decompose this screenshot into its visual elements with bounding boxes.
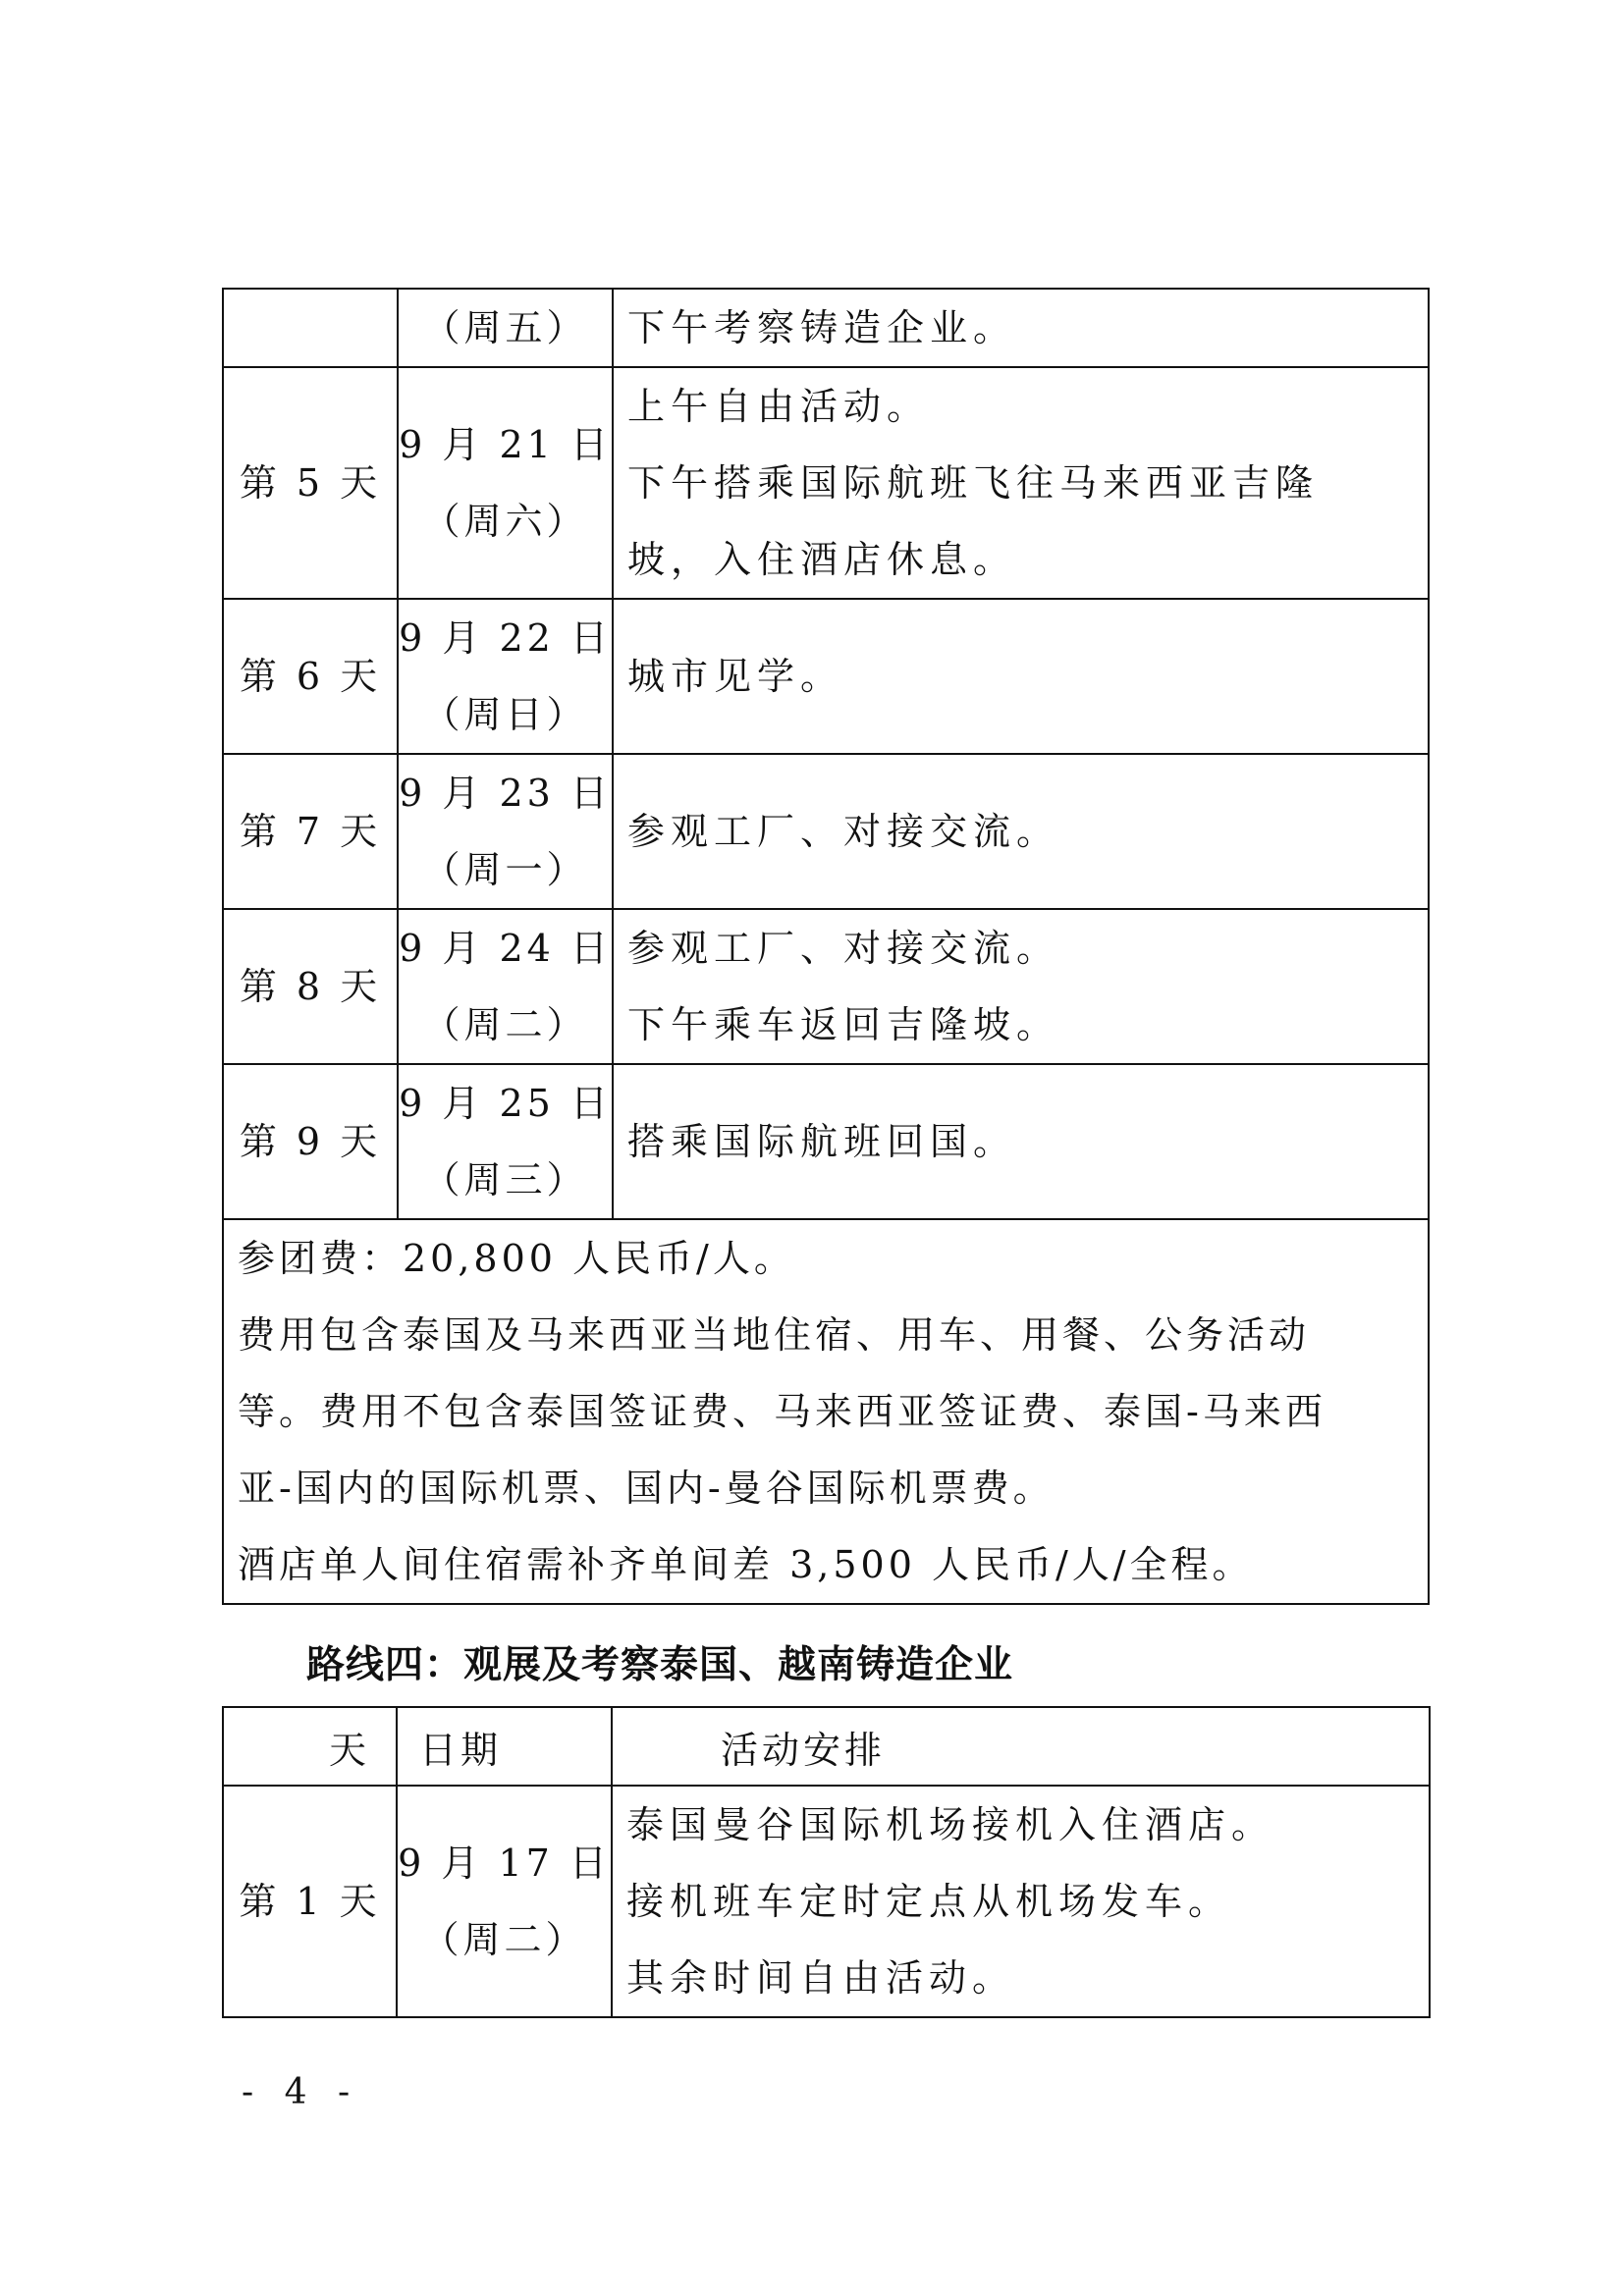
date-cell bbox=[398, 599, 613, 754]
fee-line: 酒店单人间住宿需补齐单间差 3,500 人民币/人/全程。 bbox=[238, 1543, 1254, 1586]
table-row bbox=[223, 754, 1429, 909]
table-row bbox=[223, 909, 1429, 1064]
activity-cell bbox=[613, 909, 1429, 1064]
activity-line: 泰国曼谷国际机场接机入住酒店。 bbox=[626, 1803, 1275, 1846]
weekday-text: （周二） bbox=[421, 1918, 587, 1961]
activity-cell bbox=[613, 367, 1429, 599]
column-header-day: 天 bbox=[223, 1707, 397, 1786]
activity-line: 城市见学。 bbox=[627, 655, 844, 698]
date-text: 9 月 21 日 bbox=[399, 423, 612, 466]
activity-line: 下午考察铸造企业。 bbox=[627, 306, 1017, 349]
activity-line: 搭乘国际航班回国。 bbox=[627, 1120, 1017, 1163]
itinerary-table-continued bbox=[222, 288, 1430, 1605]
fee-row bbox=[223, 1219, 1429, 1604]
date-cell bbox=[398, 367, 613, 599]
page-number: - 4 - bbox=[242, 2072, 360, 2112]
activity-cell bbox=[613, 754, 1429, 909]
fee-line: 费用包含泰国及马来西亚当地住宿、用车、用餐、公务活动 bbox=[238, 1313, 1311, 1357]
column-header-date: 日期 bbox=[397, 1707, 612, 1786]
day-cell: 第 1 天 bbox=[223, 1786, 397, 2017]
day-cell: 第 6 天 bbox=[223, 599, 398, 754]
day-cell: 第 7 天 bbox=[223, 754, 398, 909]
table-row bbox=[223, 1786, 1430, 2017]
date-cell bbox=[398, 909, 613, 1064]
date-text: 9 月 24 日 bbox=[399, 927, 612, 970]
date-text: 9 月 23 日 bbox=[399, 772, 612, 815]
weekday-text: （周三） bbox=[422, 1158, 588, 1201]
activity-line: 坡，入住酒店休息。 bbox=[627, 538, 1017, 581]
activity-cell bbox=[612, 1786, 1430, 2017]
date-text: 9 月 25 日 bbox=[399, 1082, 612, 1125]
activity-line: 下午乘车返回吉隆坡。 bbox=[627, 1003, 1060, 1046]
fee-cell bbox=[223, 1219, 1429, 1604]
date-text: 9 月 17 日 bbox=[398, 1842, 611, 1885]
day-cell: 第 5 天 bbox=[223, 367, 398, 599]
weekday-text: （周六） bbox=[422, 500, 588, 543]
activity-line: 接机班车定时定点从机场发车。 bbox=[626, 1880, 1232, 1923]
activity-line: 上午自由活动。 bbox=[627, 385, 931, 428]
fee-line: 参团费：20,800 人民币/人。 bbox=[238, 1237, 795, 1280]
weekday-text: （周一） bbox=[422, 848, 588, 891]
activity-line: 其余时间自由活动。 bbox=[626, 1956, 1016, 2000]
day-cell: 第 9 天 bbox=[223, 1064, 398, 1219]
table-row bbox=[223, 367, 1429, 599]
table-row bbox=[223, 1064, 1429, 1219]
route-four-itinerary-table bbox=[222, 1706, 1431, 2018]
weekday-text: （周二） bbox=[422, 1003, 588, 1046]
date-cell bbox=[398, 754, 613, 909]
date-cell bbox=[397, 1786, 612, 2017]
column-header-activity: 活动安排 bbox=[612, 1707, 1430, 1786]
date-text: 9 月 22 日 bbox=[399, 616, 612, 660]
day-cell: 第 8 天 bbox=[223, 909, 398, 1064]
fee-line: 等。费用不包含泰国签证费、马来西亚签证费、泰国-马来西 bbox=[238, 1390, 1326, 1433]
table-row bbox=[223, 289, 1429, 367]
activity-cell bbox=[613, 289, 1429, 367]
table-header-row bbox=[223, 1707, 1430, 1786]
day-cell bbox=[223, 289, 398, 367]
route-four-heading: 路线四：观展及考察泰国、越南铸造企业 bbox=[306, 1643, 1014, 1687]
activity-cell bbox=[613, 1064, 1429, 1219]
weekday-text: （周五） bbox=[422, 306, 588, 349]
table-row bbox=[223, 599, 1429, 754]
date-cell bbox=[398, 1064, 613, 1219]
fee-line: 亚-国内的国际机票、国内-曼谷国际机票费。 bbox=[238, 1467, 1055, 1510]
activity-line: 下午搭乘国际航班飞往马来西亚吉隆 bbox=[627, 461, 1320, 505]
activity-line: 参观工厂、对接交流。 bbox=[627, 927, 1060, 970]
date-cell bbox=[398, 289, 613, 367]
activity-cell bbox=[613, 599, 1429, 754]
weekday-text: （周日） bbox=[422, 693, 588, 736]
activity-line: 参观工厂、对接交流。 bbox=[627, 810, 1060, 853]
